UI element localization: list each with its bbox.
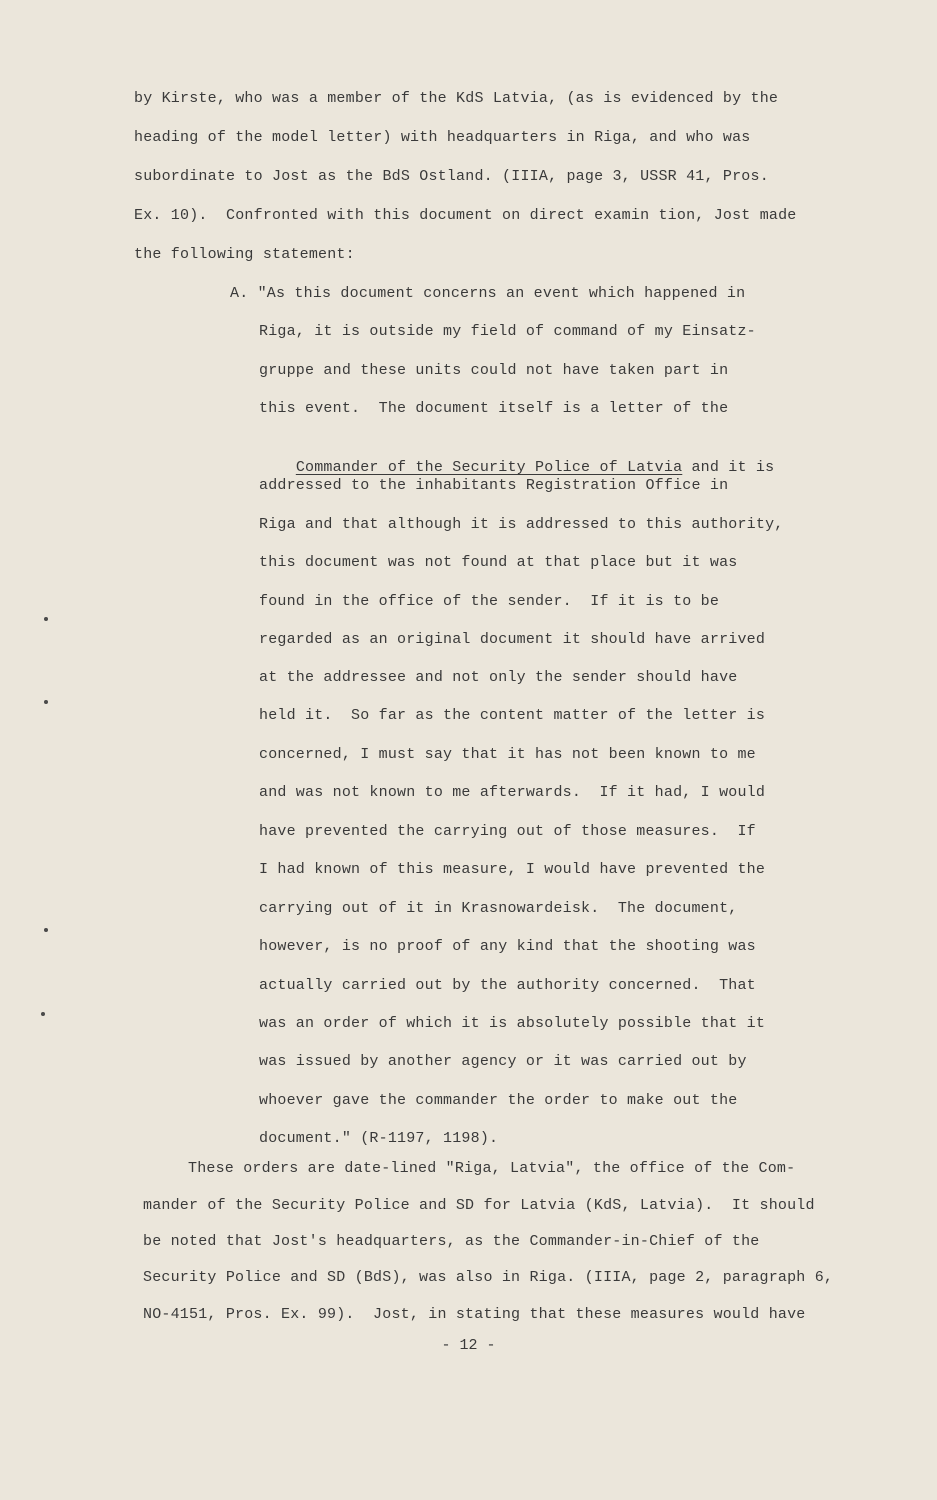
text-line: subordinate to Jost as the BdS Ostland. (IIIA, page 3, USSR 41, Pros. (134, 168, 769, 185)
quote-line: carrying out of it in Krasnowardeisk. The document, (259, 900, 738, 917)
quote-line: Riga and that although it is addressed to this authority, (259, 516, 784, 533)
quote-line: whoever gave the commander the order to make out the (259, 1092, 738, 1109)
quote-line: was issued by another agency or it was carried out by (259, 1053, 747, 1070)
margin-mark (44, 617, 48, 621)
quote-line: document." (R-1197, 1198). (259, 1130, 499, 1147)
text-line: These orders are date-lined "Riga, Latvia", the office of the Com- (188, 1160, 796, 1177)
quote-line: held it. So far as the content matter of the letter is (259, 707, 766, 724)
quote-line: at the addressee and not only the sender should have (259, 669, 738, 686)
text-line: be noted that Jost's headquarters, as the Commander-in-Chief of the (143, 1233, 760, 1250)
quote-line: however, is no proof of any kind that the shooting was (259, 938, 756, 955)
quote-line: addressed to the inhabitants Registration Office in (259, 477, 729, 494)
text-line: Security Police and SD (BdS), was also in Riga. (IIIA, page 2, paragraph 6, (143, 1269, 834, 1286)
margin-mark (44, 700, 48, 704)
text-line: by Kirste, who was a member of the KdS Latvia, (as is evidenced by the (134, 90, 779, 107)
quote-line: concerned, I must say that it has not been known to me (259, 746, 756, 763)
quote-line: found in the office of the sender. If it is to be (259, 593, 720, 610)
quote-line: this document was not found at that place but it was (259, 554, 738, 571)
text-line: heading of the model letter) with headquarters in Riga, and who was (134, 129, 751, 146)
quote-line-tail: and it is (691, 459, 775, 476)
text-line: NO-4151, Pros. Ex. 99). Jost, in stating that these measures would have (143, 1306, 806, 1323)
margin-mark (41, 1012, 45, 1016)
quote-line: A. "As this document concerns an event which happened in (230, 285, 746, 302)
quote-line: was an order of which it is absolutely possible that it (259, 1015, 766, 1032)
underlined-title: Commander of the Security Police of Latvia (295, 459, 683, 476)
quote-line: I had known of this measure, I would have prevented the (259, 861, 766, 878)
text-line: Ex. 10). Confronted with this document on direct examin tion, Jost made (134, 207, 797, 224)
quote-line: regarded as an original document it should have arrived (259, 631, 766, 648)
text-line: mander of the Security Police and SD for Latvia (KdS, Latvia). It should (143, 1197, 815, 1214)
page-number: - 12 - (441, 1337, 496, 1354)
quote-line: gruppe and these units could not have taken part in (259, 362, 729, 379)
margin-mark (44, 928, 48, 932)
quote-line: and was not known to me afterwards. If it had, I would (259, 784, 766, 801)
quote-line: this event. The document itself is a letter of the (259, 400, 729, 417)
quote-line: have prevented the carrying out of those measures. If (259, 823, 756, 840)
quote-line: actually carried out by the authority concerned. That (259, 977, 756, 994)
text-line: the following statement: (134, 246, 355, 263)
quote-line: Riga, it is outside my field of command of my Einsatz- (259, 323, 756, 340)
